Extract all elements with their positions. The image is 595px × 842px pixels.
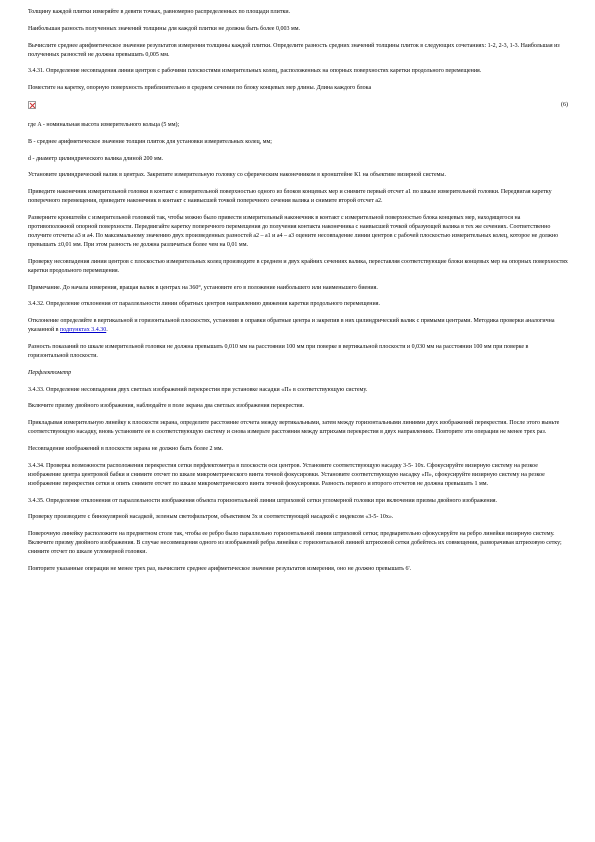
paragraph: где A - номинальная высота измерительного кольца (5 мм); — [28, 121, 180, 128]
paragraph: Поверочную линейку расположите на предметном столе так, чтобы ее ребро было параллельно горизонтальной линии штриховой сетки; предварительно сфокусируйте на ребро линейки визирную систему. Включите призму двойного изображения. В случае несовмещения одного из изображений ребра линейки с горизонтальной линией штриховой сетки добейтесь их совмещения, разворачивая штриховую сетку; снимите отсчет по шкале угломерной головки. — [28, 531, 562, 556]
paragraph: Установите цилиндрический валик в центрах. Закрепите измерительную головку со сферическим наконечником в кронштейне К1 на объективе визирной системы. — [28, 172, 446, 179]
paragraph: B - среднее арифметическое значение толщин плиток для установки измерительных колец, мм; — [28, 138, 272, 145]
broken-image-icon — [28, 101, 36, 109]
paragraph-text: Отклонение определяйте в вертикальной и горизонтальной плоскостях, установив в оправки обратные центра и закрепив в них цилиндрический валик с прямыми центрами. Методика проверки аналогична указанной в — [28, 318, 555, 334]
paragraph — [28, 317, 568, 335]
paragraph: Поместите на каретку, опорную поверхность приблизительно в среднем сечении по блоку концевых мер длины. Длина каждого блока — [28, 85, 372, 92]
paragraph: Включите призму двойного изображения, наблюдайте в поле экрана два светлых изображения перекрестия. — [28, 403, 305, 410]
note-paragraph: Примечание. До начала измерения, вращая валик в центрах на 360°, установите его в положение наибольшего или наименьшего биения. — [28, 284, 378, 291]
paragraph: Проверку производите с бинокулярной насадкой, зеленым светофильтром, объективом 3х и соответствующей насадкой с индексом «3-5- 10х». — [28, 514, 394, 521]
paragraph: Вычислите среднее арифметическое значение результатов измерения толщины каждой плитки. Определите разность средних значений толщины плиток в следующих сочетаниях: 1-2, 2-3, 1-3. Наибольшая из полученных разностей не должна превышать 0,005 мм. — [28, 42, 560, 58]
section-heading: 3.4.35. Определение отклонения от параллельности изображения объекта горизонтальной линии штриховой сетки угломерной головки при включении призмы двойного изображения. — [28, 497, 498, 504]
paragraph: Проверку несовпадения линии центров с плоскостью измерительных колец производите в среднем и двух крайних сечениях валика, переставляя соответствующие блоки концевых мер на опорных поверхностях каретки продольного перемещения. — [28, 258, 568, 274]
paragraph: Несовпадение изображений в плоскости экрана не должно быть более 2 мм. — [28, 445, 224, 452]
document-page — [28, 8, 568, 582]
paragraph: Толщину каждой плитки измеряйте в девяти точках, равномерно распределенных по площади плитки. — [28, 9, 291, 15]
subsection-title: Перфлектометр — [28, 369, 72, 376]
formula-line — [28, 101, 568, 113]
formula-number: (6) — [561, 101, 568, 108]
section-heading: 3.4.31. Определение несовпадения линии центров с рабочими плоскостями измерительных колец, расположенных на опорных поверхностях каретки продольного перемещения. — [28, 68, 482, 75]
paragraph: Разность показаний по шкале измерительной головки не должна превышать 0,010 мм на расстоянии 100 мм при поверке в вертикальной плоскости и 0,030 мм на расстоянии 100 мм при поверке в горизонтальной плоскости. — [28, 343, 529, 359]
paragraph: Повторите указанные операции не менее трех раз, вычислите среднее арифметическое значение результатов измерения, оно не должно превышать 6'. — [28, 565, 412, 572]
paragraph: Приведите наконечник измерительной головки в контакт с измерительной поверхностью одного из блоков концевых мер и снимите первый отсчет a1 по шкале измерительной головки. Передвигая каретку поперечного перемещения, приведите наконечник в контакт с наивысшей точкой поперечного сечения валика и снимите второй отсчет a2. — [28, 189, 552, 205]
paragraph-text: . — [106, 327, 108, 334]
section-heading: 3.4.32. Определение отклонения от параллельности линии обратных центров направлению движения каретки продольного перемещения. — [28, 301, 380, 308]
section-heading: 3.4.33. Определение несовпадения двух светлых изображений перекрестия при установке насадки «П» в соответствующую систему. — [28, 386, 368, 393]
paragraph: d - диаметр цилиндрического валика длиной 200 мм. — [28, 155, 164, 162]
paragraph: 3.4.34. Проверка возможности расположения перекрестия сетки перфлектометра в плоскости оси центров. Установите соответствующую насадку 3-5- 10х. Сфокусируйте визирную систему на резкое изображение центра центровой бабки и снимите отсчет по шкале микрометрического винта точной фокусировки. Установите соответствующую насадку «П», сфокусируйте визирную систему на резкое изображение перекрестия сетки и опять снимите отсчет по шкале микрометрического винта точной фокусировки. Разность первого и второго отсчетов не должна превышать 1 мм. — [28, 462, 545, 487]
paragraph: Прикладывая измерительную линейку к плоскости экрана, определите расстояние отсчета между вертикальными, затем между горизонтальными линиями двух изображений перекрестия. После этого выньте соответствующую насадку, вновь установите ее в соответствующую систему и снова измерьте расстояния между штрихами перекрестия в двух направлениях. Повторите эти операции не менее трех раз. — [28, 420, 560, 436]
paragraph: Разверните кронштейн с измерительной головкой так, чтобы можно было привести измерительный наконечник в контакт с измерительной поверхностью блока концевых мер, находящегося на противоположной опорной поверхности. Передвигайте каретку поперечного перемещения до получения контакта наконечника с наивысшей точкой образующей валика в тех же сечениях. Соответственно получите отсчеты a3 и a4. По максимальному значению двух произведенных разностей a2 – a1 и a4 – a3 оцените несовпадение линии центров с рабочей плоскостью измерительных колец, которое не должно превышать ±0,01 мм. При этом разность не должна различаться более чем на 0,01 мм. — [28, 214, 559, 248]
subsection-link[interactable]: подпунктах 3.4.30 — [60, 327, 107, 334]
paragraph: Наибольшая разность полученных значений толщины для каждой плитки не должна быть более 0,003 мм. — [28, 25, 301, 32]
